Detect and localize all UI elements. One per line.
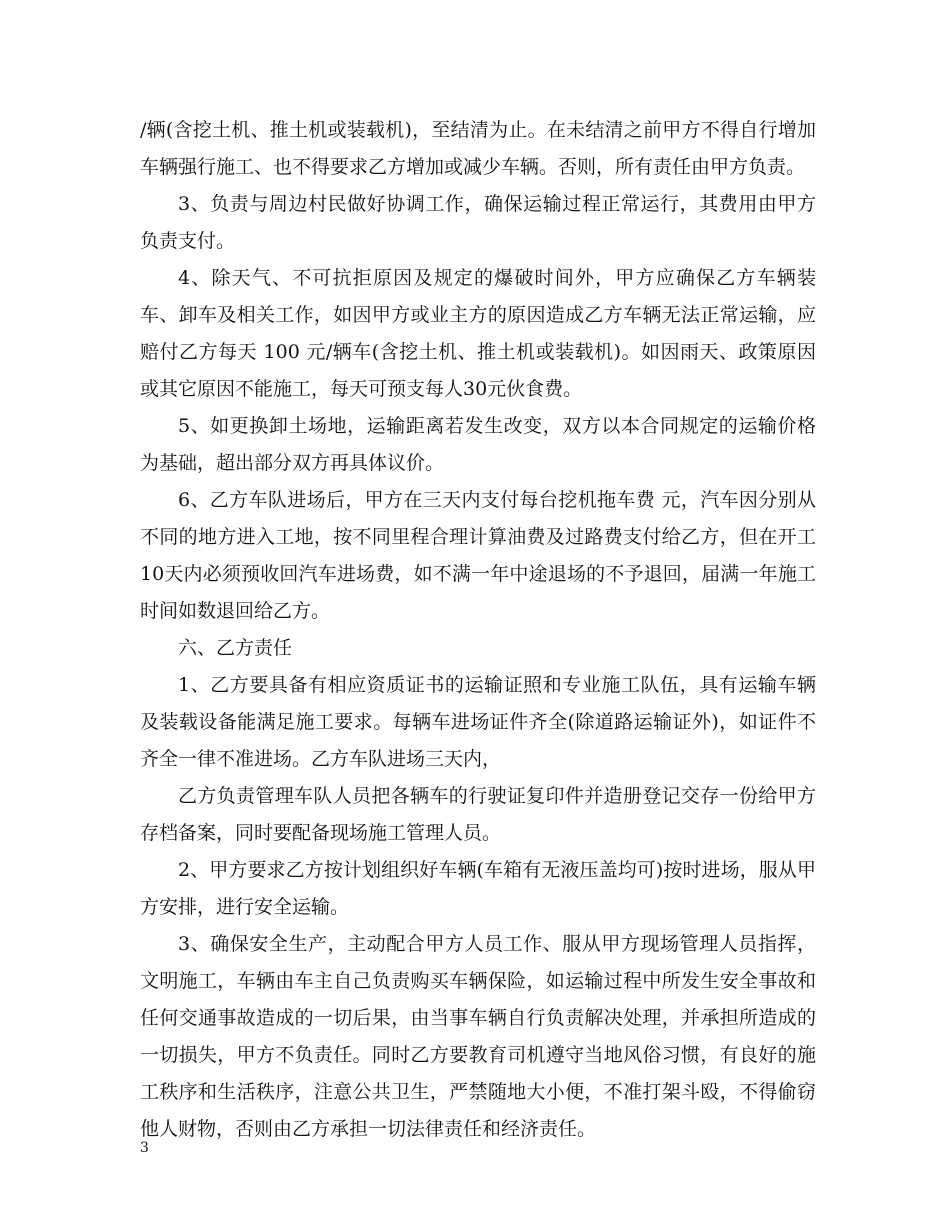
section-heading-party-b-responsibility: 六、乙方责任: [178, 637, 293, 659]
paragraph-clause-6: 6、乙方车队进场后，甲方在三天内支付每台挖机拖车费 元，汽车因分别从不同的地方进入工地，按不同里程合理计算油费及过路费支付给乙方，但在开工10天内必须预收回汽车进场费，如不满一年中途退场的不予退回，届满一年施工时间如数退回给乙方。: [140, 489, 816, 622]
page-number: 3: [140, 1140, 149, 1156]
paragraph-clause-5: 5、如更换卸土场地，运输距离若发生改变，双方以本合同规定的运输价格为基础，超出部分双方再具体议价。: [140, 415, 816, 474]
paragraph-party-b-clause-1: 1、乙方要具备有相应资质证书的运输证照和专业施工队伍，具有运输车辆及装载设备能满足施工要求。每辆车进场证件齐全(除道路运输证外)，如证件不齐全一律不准进场。乙方车队进场三天内，: [140, 674, 816, 770]
document-body: [140, 112, 816, 1148]
paragraph-clause-4: 4、除天气、不可抗拒原因及规定的爆破时间外，甲方应确保乙方车辆装车、卸车及相关工作，如因甲方或业主方的原因造成乙方车辆无法正常运输，应赔付乙方每天 100 元/辆车(含挖土机、推土机或装载机)。如因雨天、政策原因或其它原因不能施工，每天可预支每人30元伙食费。: [140, 267, 816, 400]
paragraph-party-b-clause-2: 2、甲方要求乙方按计划组织好车辆(车箱有无液压盖均可)按时进场，服从甲方安排，进行安全运输。: [140, 859, 816, 918]
paragraph-party-b-clause-1-continued: 乙方负责管理车队人员把各辆车的行驶证复印件并造册登记交存一份给甲方存档备案，同时要配备现场施工管理人员。: [140, 785, 816, 844]
paragraph-party-b-clause-3: 3、确保安全生产，主动配合甲方人员工作、服从甲方现场管理人员指挥，文明施工，车辆由车主自己负责购买车辆保险，如运输过程中所发生安全事故和任何交通事故造成的一切后果，由当事车辆自行负责解决处理，并承担所造成的一切损失，甲方不负责任。同时乙方要教育司机遵守当地风俗习惯，有良好的施工秩序和生活秩序，注意公共卫生，严禁随地大小便，不准打架斗殴，不得偷窃他人财物，否则由乙方承担一切法律责任和经济责任。: [140, 933, 816, 1140]
paragraph-continuation: /辆(含挖土机、推土机或装载机)，至结清为止。在未结清之前甲方不得自行增加车辆强行施工、也不得要求乙方增加或减少车辆。否则，所有责任由甲方负责。: [140, 119, 816, 178]
paragraph-clause-3: 3、负责与周边村民做好协调工作，确保运输过程正常运行，其费用由甲方负责支付。: [140, 193, 816, 252]
